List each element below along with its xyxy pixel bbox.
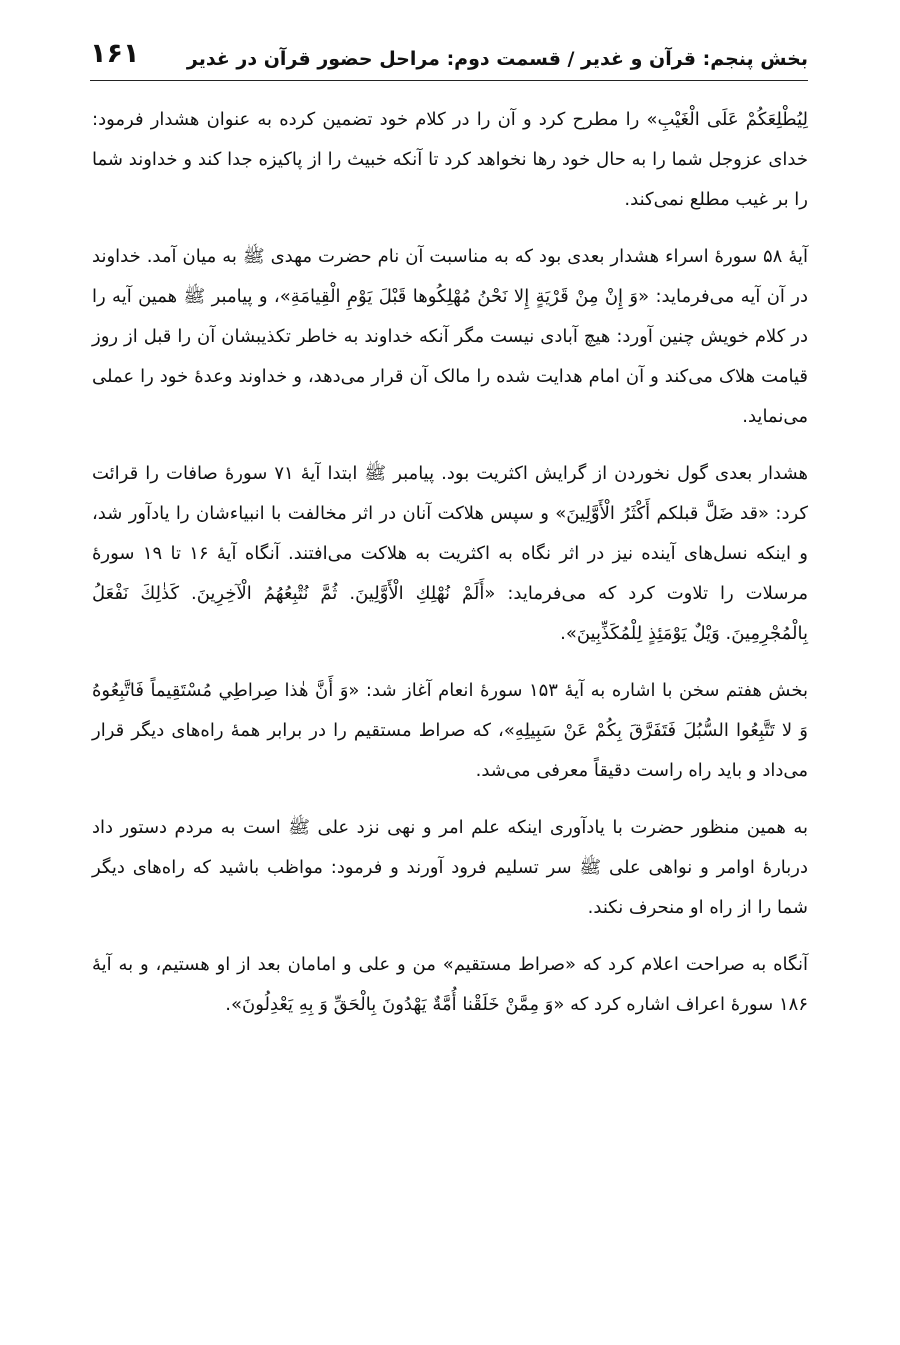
paragraph-3: هشدار بعدی گول نخوردن از گرایش اکثریت بود. پیامبر ﷺ ابتدا آیهٔ ۷۱ سورهٔ صافات را قرائت کرد: «قد ضَلَّ قبلکم أَكْثَرُ الْأَوَّلِينَ» و سپس هلاکت آنان در اثر مخالفت با انبیاءشان را یادآور شد، و اینکه نسل‌های آینده نیز در اثر نگاه به اکثریت به هلاکت می‌افتند. آنگاه آیهٔ ۱۶ تا ۱۹ سورهٔ مرسلات را تلاوت کرد که می‌فرماید: «أَلَمْ نُهْلِكِ الْأَوَّلِينَ. ثُمَّ نُتْبِعُهُمُ الْآخِرِينَ. كَذٰلِكَ نَفْعَلُ بِالْمُجْرِمِينَ. وَيْلٌ يَوْمَئِذٍ لِلْمُكَذِّبِينَ». <box>92 463 808 644</box>
header-title: بخش پنجم: قرآن و غدیر / قسمت دوم: مراحل حضور قرآن در غدیر <box>186 48 808 70</box>
paragraph-1: لِيُطْلِعَكُمْ عَلَى الْغَيْبِ» را مطرح کرد و آن را در کلام خود تضمین کرده به عنوان هشدار فرمود: خدای عزوجل شما را به حال خود رها نخواهد کرد تا آنکه خبیث را از پاکیزه جدا کند و خداوند شما را بر غیب مطلع نمی‌کند. <box>92 109 808 210</box>
running-header <box>90 36 808 80</box>
paragraph-2: آیهٔ ۵۸ سورهٔ اسراء هشدار بعدی بود که به مناسبت آن نام حضرت مهدی ﷺ به میان آمد. خداوند در آن آیه می‌فرماید: «وَ إِنْ مِنْ قَرْيَةٍ إِلا نَحْنُ مُهْلِكُوها قَبْلَ يَوْمِ الْقِيامَةِ»، و پیامبر ﷺ همین آیه را در کلام خویش چنین آورد: هیچ آبادی نیست مگر آنکه خداوند به خاطر تکذیبشان آن را قبل از روز قیامت هلاک می‌کند و آن امام هدایت شده را مالک آن قرار می‌دهد، و خداوند وعدهٔ خود را عملی می‌نماید. <box>92 246 808 427</box>
body-text <box>92 100 808 1025</box>
page-number: ۱۶۱ <box>90 38 140 69</box>
paragraph-6: آنگاه به صراحت اعلام کرد که «صراط مستقیم» من و علی و امامان بعد از او هستیم، و به آیهٔ ۱۸۶ سورهٔ اعراف اشاره کرد که «وَ مِمَّنْ خَلَقْنا أُمَّةٌ يَهْدُونَ بِالْحَقِّ وَ بِهِ يَعْدِلُونَ». <box>92 954 808 1015</box>
paragraph-4: بخش هفتم سخن با اشاره به آیهٔ ۱۵۳ سورهٔ انعام آغاز شد: «وَ أَنَّ هٰذا صِراطِي مُسْتَقِيماً فَاتَّبِعُوهُ وَ لا تَتَّبِعُوا السُّبُلَ فَتَفَرَّقَ بِكُمْ عَنْ سَبِيلِهِ»، که صراط مستقیم را در برابر همهٔ راه‌های دیگر قرار می‌داد و باید راه راست دقیقاً معرفی می‌شد. <box>92 680 808 781</box>
header-divider <box>90 80 808 81</box>
paragraph-5: به همین منظور حضرت با یادآوری اینکه علم امر و نهی نزد علی ﷺ است به مردم دستور داد دربارهٔ اوامر و نواهی علی ﷺ سر تسلیم فرود آورند و فرمود: مواظب باشید که راه‌های دیگر شما را از راه او منحرف نکند. <box>92 817 808 918</box>
